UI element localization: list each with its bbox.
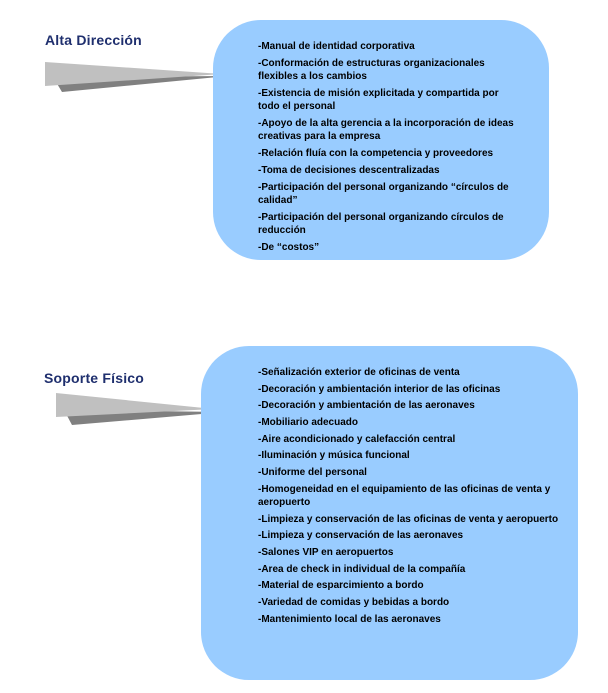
list-item: -Toma de decisiones descentralizadas [258, 165, 440, 176]
bubble-soporte-fisico [201, 346, 578, 680]
list-item: -Participación del personal organizando círculos de reducción [258, 212, 504, 236]
list-item: -Limpieza y conservación de las aeronaves [258, 530, 464, 542]
list-item: -Participación del personal organizando “círculos de calidad” [258, 182, 509, 206]
list-item: -Uniforme del personal [258, 467, 367, 479]
list-item: -Salones VIP en aeropuertos [258, 546, 394, 558]
list-item: -Material de esparcimiento a bordo [258, 580, 424, 592]
list-item: -Decoración y ambientación interior de las oficinas [258, 383, 501, 395]
list-item: -Mantenimiento local de las aeronaves [258, 613, 441, 625]
list-item: -Iluminación y música funcional [258, 450, 410, 462]
list-item: -Aire acondicionado y calefacción central [258, 433, 456, 445]
list-item: -Variedad de comidas y bebidas a bordo [258, 596, 450, 608]
list-item: -Area de check in individual de la compañía [258, 563, 466, 575]
list-item: -Señalización exterior de oficinas de venta [258, 367, 460, 378]
list-item: -Homogeneidad en el equipamiento de las oficinas de venta y aeropuerto [258, 483, 551, 508]
section-title-alta-direccion: Alta Dirección [45, 32, 142, 48]
list-item: -Decoración y ambientación de las aeronaves [258, 400, 475, 412]
list-item: -Manual de identidad corporativa [258, 41, 415, 52]
list-item: -Relación fluía con la competencia y proveedores [258, 148, 494, 159]
section-title-soporte-fisico: Soporte Físico [44, 370, 145, 386]
list-item: -Conformación de estructuras organizacionales flexibles a los cambios [258, 58, 485, 82]
list-item: -Existencia de misión explicitada y compartida por todo el personal [258, 88, 499, 112]
item-list-soporte-fisico [258, 366, 570, 626]
list-item: -Mobiliario adecuado [258, 417, 359, 429]
list-item: -Limpieza y conservación de las oficinas de venta y aeropuerto [258, 513, 559, 525]
list-item: -Apoyo de la alta gerencia a la incorporación de ideas creativas para la empresa [258, 118, 514, 142]
list-item: -De “costos” [258, 242, 320, 253]
